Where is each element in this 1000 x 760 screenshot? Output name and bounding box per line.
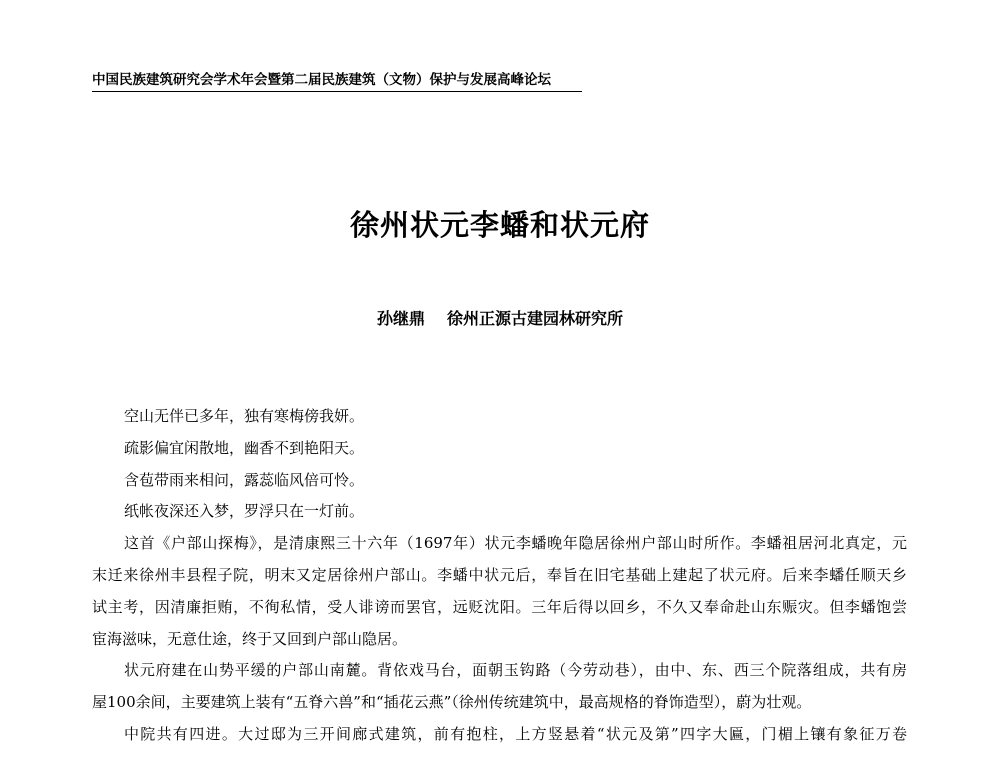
poem-line: 疏影偏宜闲散地，幽香不到艳阳天。: [124, 438, 365, 457]
paper-title: 徐州状元李蟠和状元府: [349, 208, 650, 242]
poem-line: 纸帐夜深还入梦，罗浮只在一灯前。: [124, 502, 365, 521]
paragraph-line: 宦海滋味，无意仕途，终于又回到户部山隐居。: [92, 629, 408, 648]
author-name: 孙继鼎: [376, 309, 425, 328]
paragraph-line: 屋100余间，主要建筑上装有“五脊六兽”和“插花云燕”（徐州传统建筑中，最高规格的脊饰造型），蔚为壮观。: [92, 693, 812, 712]
paragraph-line: 末迁来徐州丰县程子院，明末又定居徐州户部山。李蟠中状元后，奉旨在旧宅基础上建起了状元府。后来李蟠任顺天乡: [92, 565, 907, 584]
poem-line: 含苞带雨来相问，露蕊临风倍可怜。: [124, 470, 365, 489]
paragraph-line: 这首《户部山探梅》，是清康熙三十六年（1697年）状元李蟠晚年隐居徐州户部山时所作。李蟠祖居河北真定，元: [124, 534, 907, 553]
running-header: 中国民族建筑研究会学术年会暨第二届民族建筑（文物）保护与发展高峰论坛: [92, 72, 551, 88]
byline: [0, 306, 1000, 332]
paragraph-line: 试主考，因清廉拒贿，不徇私情，受人诽谤而罢官，远贬沈阳。三年后得以回乡，不久又奉命赴山东赈灾。但李蟠饱尝: [92, 597, 907, 616]
paragraph-line: 中院共有四进。大过邸为三开间廊式建筑，前有抱柱，上方竖悬着“状元及第”四字大匾，门楣上镶有象征万卷: [124, 724, 907, 743]
paragraph-line: 状元府建在山势平缓的户部山南麓。背依戏马台，面朝玉钩路（今劳动巷），由中、东、西三个院落组成，共有房: [124, 661, 907, 680]
body-text: [92, 401, 907, 751]
poem-line: 空山无伴已多年，独有寒梅傍我妍。: [124, 407, 365, 425]
header-rule: [92, 91, 582, 92]
author-affiliation: 徐州正源古建园林研究所: [447, 309, 624, 328]
